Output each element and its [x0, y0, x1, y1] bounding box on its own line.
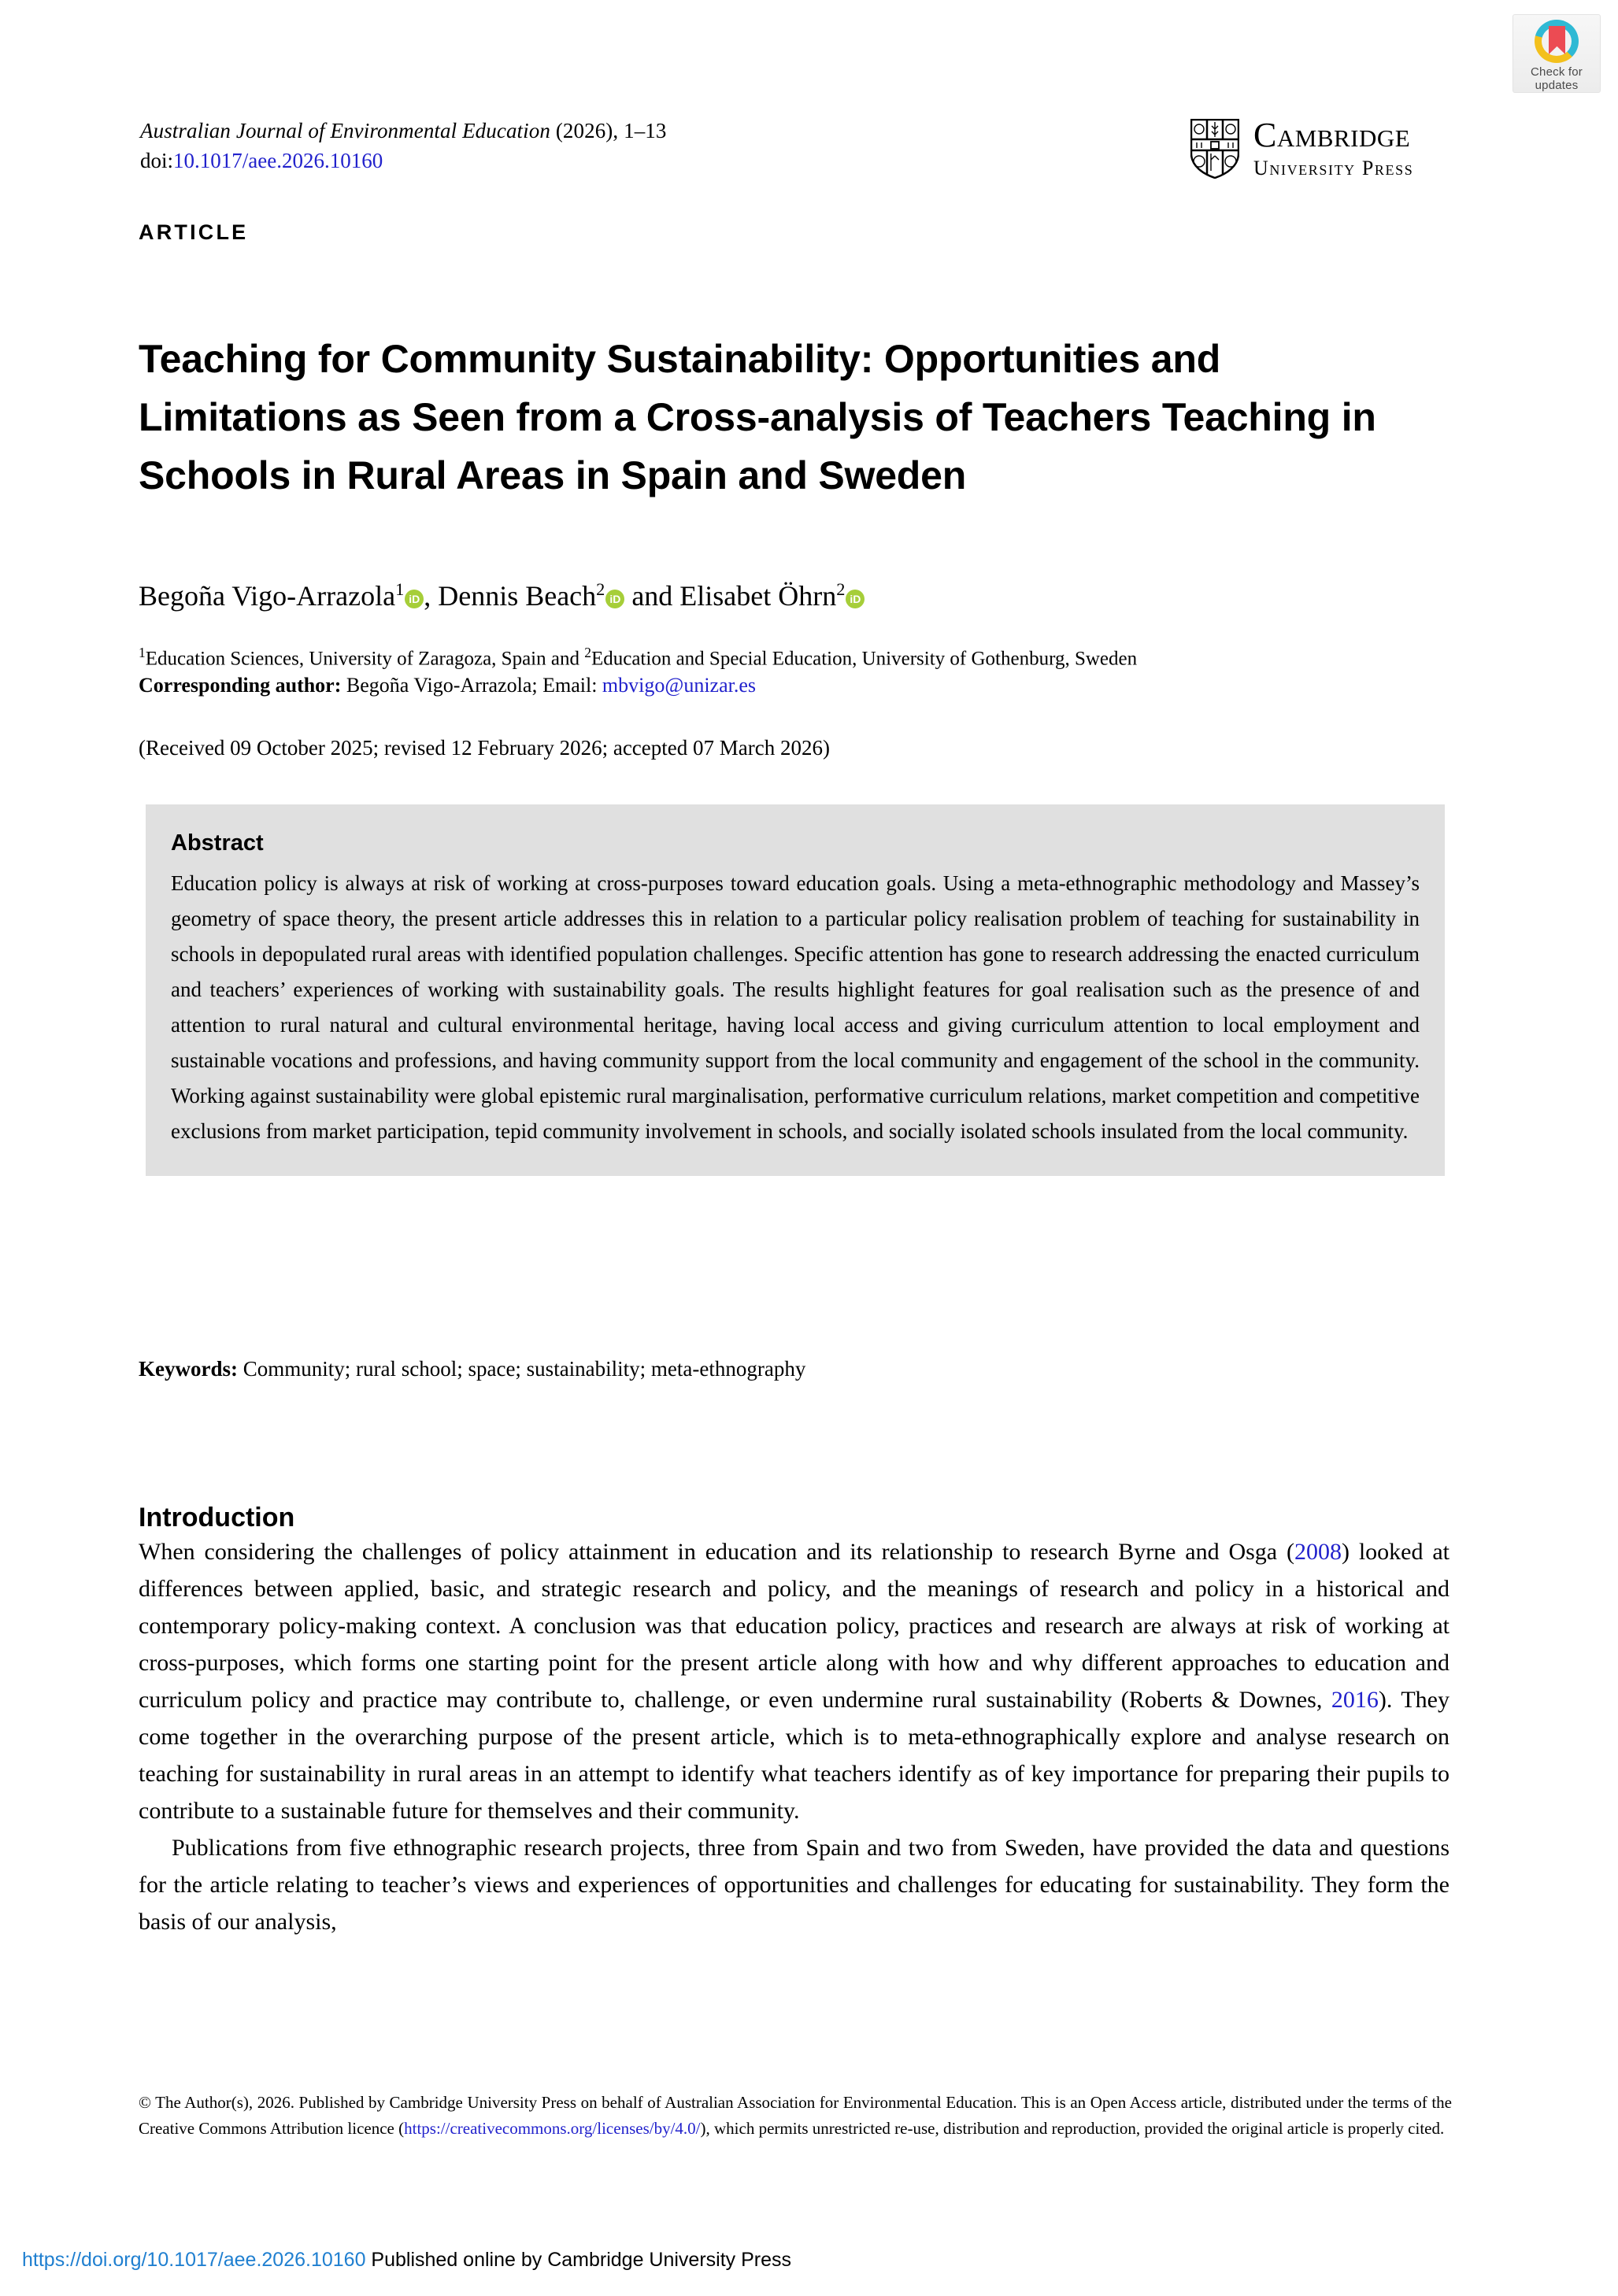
section-heading-introduction: Introduction — [139, 1503, 295, 1533]
author-list — [139, 571, 1477, 615]
keywords-value: Community; rural school; space; sustainability; meta-ethnography — [237, 1357, 806, 1381]
author-affil-marker-2: 2 — [596, 579, 605, 599]
author-affil-marker-1: 1 — [395, 579, 405, 599]
paragraph-1-part-c: ). They come together in the overarching purpose of the present article, which is to meta-ethnographically explore and analyse research on teaching for sustainability in rural areas in an attempt to identify what teachers identify as of key importance for preparing their pupils to contribute to a sustainable future for themselves and their community. — [139, 1687, 1450, 1824]
doi-line — [140, 146, 383, 175]
orcid-icon-2[interactable]: iD — [605, 590, 624, 608]
corresponding-author-label: Corresponding author: — [139, 674, 342, 697]
author-name-1: Begoña Vigo-Arrazola — [139, 580, 396, 612]
check-for-updates-label — [1531, 65, 1583, 92]
doi-label: doi: — [140, 149, 174, 172]
affiliation-marker-1: 1 — [139, 645, 146, 660]
author-name-3: Elisabet Öhrn — [679, 580, 837, 612]
article-type-label: ARTICLE — [139, 220, 249, 244]
creative-commons-link[interactable]: https://creativecommons.org/licenses/by/4.0/ — [404, 2119, 701, 2138]
author-affil-marker-3: 2 — [836, 579, 846, 599]
page-footer — [22, 2247, 791, 2272]
paragraph-1 — [139, 1533, 1450, 1829]
author-separator-1: , — [424, 580, 439, 612]
publication-dates: (Received 09 October 2025; revised 12 February 2026; accepted 07 March 2026) — [139, 736, 830, 760]
cambridge-university-press-logo — [1190, 118, 1413, 179]
publisher-name-secondary: University Press — [1253, 157, 1414, 179]
citation-link-byrne-osga[interactable]: 2008 — [1294, 1539, 1342, 1565]
copyright-text-b: ), which permits unrestricted re-use, distribution and reproduction, provided the original article is properly cited. — [700, 2119, 1445, 2138]
publisher-name-primary: Cambridge — [1253, 116, 1411, 154]
affiliations — [139, 639, 1477, 672]
affiliation-text-1: Education Sciences, University of Zaragoza, Spain and — [145, 648, 585, 670]
badge-line-1: Check for — [1531, 65, 1583, 79]
badge-line-2: updates — [1535, 79, 1579, 92]
introduction-body — [139, 1533, 1450, 1940]
paragraph-1-part-b: ) looked at differences between applied, basic, and strategic research and policy, and the meanings of research and policy in a historical and contemporary policy-making context. A conclusion was that education policy, practices and research are always at risk of working at cross-purposes, which forms one starting point for the present article along with how and why different approaches to education and curriculum policy and practice may contribute to, challenge, or even undermine rural sustainability (Roberts & Downes, — [139, 1539, 1450, 1713]
author-name-2: Dennis Beach — [438, 580, 597, 612]
keywords-label: Keywords: — [139, 1357, 238, 1381]
orcid-icon-1[interactable]: iD — [405, 590, 424, 608]
paragraph-2: Publications from five ethnographic research projects, three from Spain and two from Sweden, have provided the data and questions for the article relating to teacher’s views and experiences of opportunities and challenges for educating for sustainability. They form the basis of our analysis, — [139, 1835, 1450, 1935]
check-for-updates-badge[interactable] — [1512, 14, 1601, 93]
corresponding-author-name: Begoña Vigo-Arrazola; Email: — [341, 674, 602, 697]
affiliation-text-2: Education and Special Education, University of Gothenburg, Sweden — [591, 648, 1138, 670]
copyright-notice — [139, 2090, 1452, 2142]
journal-name: Australian Journal of Environmental Education — [140, 119, 550, 142]
page-title: Teaching for Community Sustainability: Opportunities and Limitations as Seen from a Cross-analysis of Teachers Teaching in Schools in Rural Areas in Spain and Sweden — [139, 336, 1376, 497]
crossmark-icon — [1535, 20, 1579, 63]
abstract-heading: Abstract — [171, 830, 264, 856]
copyright-text-a: © The Author(s), 2026. Published by Cambridge University Press on behalf of Australian Association for Environmental Education. This is an Open Access article, distributed under the terms of the Creative Commons Attribution licence ( — [139, 2093, 1452, 2138]
corresponding-author-email-link[interactable]: mbvigo@unizar.es — [602, 674, 756, 697]
corresponding-author — [139, 671, 1477, 699]
journal-citation — [140, 116, 667, 145]
keywords — [139, 1355, 1477, 1383]
cambridge-shield-icon — [1190, 119, 1239, 179]
footer-doi-url[interactable]: https://doi.org/10.1017/aee.2026.10160 — [22, 2249, 366, 2271]
affiliation-marker-2: 2 — [584, 645, 591, 660]
doi-link[interactable]: 10.1017/aee.2026.10160 — [173, 149, 383, 172]
footer-note: Published online by Cambridge University Press — [365, 2249, 792, 2271]
author-separator-2: and — [624, 580, 680, 612]
abstract-body: Education policy is always at risk of working at cross-purposes toward education goals. Using a meta-ethnographic methodology and Massey’s geometry of space theory, the present article addresses this in relation to a particular policy realisation problem of teaching for sustainability in schools in depopulated rural areas with identified population challenges. Specific attention has gone to research addressing the enacted curriculum and teachers’ experiences of working with sustainability goals. The results highlight features for goal realisation such as the presence of and attention to rural natural and cultural environmental heritage, having local access and giving curriculum attention to local employment and sustainable vocations and professions, and having community support from the local community and engagement of the school in the community. Working against sustainability were global epistemic rural marginalisation, performative curriculum relations, market competition and competitive exclusions from market participation, tepid community involvement in schools, and socially isolated schools insulated from the local community. — [171, 871, 1420, 1143]
paragraph-1-part-a: When considering the challenges of policy attainment in education and its relationship to research Byrne and Osga ( — [139, 1539, 1294, 1565]
citation-link-roberts-downes[interactable]: 2016 — [1331, 1687, 1379, 1713]
abstract-section — [146, 804, 1445, 1176]
journal-volume-pages: (2026), 1–13 — [550, 119, 667, 142]
orcid-icon-3[interactable]: iD — [846, 590, 865, 608]
